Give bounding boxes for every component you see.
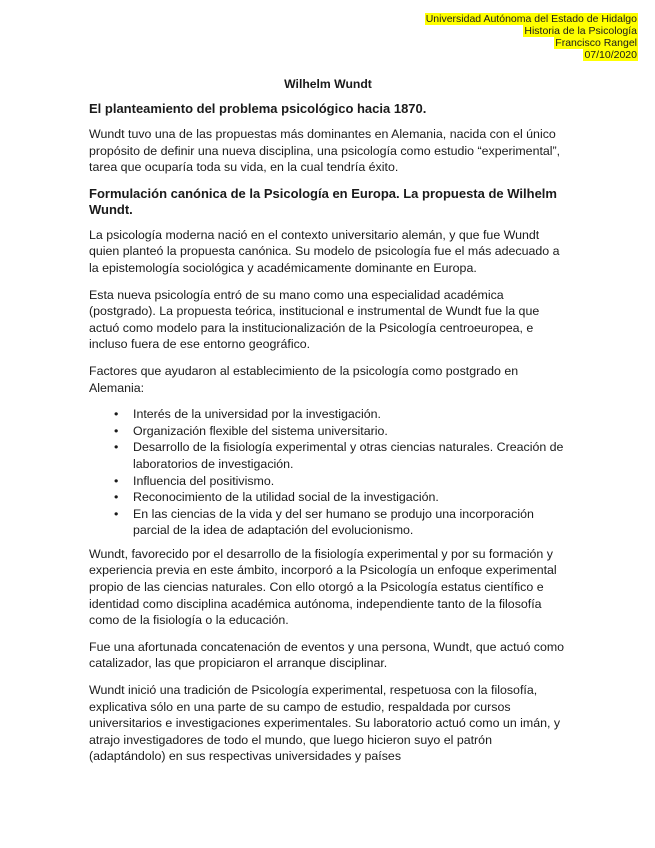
paragraph-tradition: Wundt inició una tradición de Psicología experimental, respetuosa con la filosofía, explicativa sólo en una parte de su campo de estudio, respaldada por cursos universitarios e investigaciones experimentales. Su laboratorio actuó como un imán, y atrajo investigadores de todo el mundo, que luego hicieron suyo el patrón (adaptándolo) en sus respectivas universidades y países (89, 683, 561, 764)
header-university: Universidad Autónoma del Estado de Hidalgo (425, 13, 637, 25)
list-item: • En las ciencias de la vida y del ser humano se produjo una incorporación parcial de la idea de adaptación del evolucionismo. (114, 506, 534, 538)
paragraph-new-psychology: Esta nueva psicología entró de su mano como una especialidad académica (postgrado). La propuesta teórica, institucional e instrumental de Wundt fue la que actuó como modelo para la institucionalización de la Psicología centroeuropea, e incluso fuera de ese entorno geográfico. (89, 287, 540, 352)
header-course: Historia de la Psicología (524, 25, 637, 37)
bullet-icon: • (114, 506, 119, 521)
section-heading-problem: El planteamiento del problema psicológico hacia 1870. (89, 101, 427, 116)
document-body (89, 77, 567, 775)
factors-list (89, 406, 567, 539)
section-heading-formulation: Formulación canónica de la Psicología en Europa. La propuesta de Wilhelm Wundt. (89, 185, 557, 217)
list-item: • Interés de la universidad por la investigación. (114, 407, 381, 422)
bullet-icon: • (114, 407, 119, 422)
header-author: Francisco Rangel (555, 37, 637, 49)
bullet-icon: • (114, 423, 119, 438)
paragraph-intro: Wundt tuvo una de las propuestas más dominantes en Alemania, nacida con el único propósito de definir una nueva disciplina, una psicología como estudio “experimental”, tarea que ocuparía toda su vida, en la cual tendría éxito. (89, 127, 561, 175)
header-date: 07/10/2020 (584, 49, 637, 61)
document-header (425, 13, 638, 61)
bullet-icon: • (114, 473, 119, 488)
list-item: • Desarrollo de la fisiología experimental y otras ciencias naturales. Creación de laboratorios de investigación. (114, 440, 564, 471)
paragraph-concatenation: Fue una afortunada concatenación de eventos y una persona, Wundt, que actuó como catalizador, las que propiciaron el arranque disciplinar. (89, 639, 565, 671)
list-item: • Organización flexible del sistema universitario. (114, 423, 388, 438)
paragraph-factors-intro: Factores que ayudaron al establecimiento de la psicología como postgrado en Alemania: (89, 363, 519, 395)
paragraph-modern-psychology: La psicología moderna nació en el contexto universitario alemán, y que fue Wundt quien planteó la propuesta canónica. Su modelo de psicología fue el más adecuado a la epistemología sociológica y académicamente dominante en Europa. (89, 227, 560, 275)
list-item: • Reconocimiento de la utilidad social de la investigación. (114, 490, 439, 505)
bullet-icon: • (114, 440, 119, 455)
list-item: • Influencia del positivismo. (114, 473, 275, 488)
bullet-icon: • (114, 490, 119, 505)
paragraph-wundt-favored: Wundt, favorecido por el desarrollo de la fisiología experimental y por su formación y experiencia previa en este ámbito, incorporó a la Psicología un enfoque experimental propio de las ciencias naturales. Con ello otorgó a la Psicología estatus científico e identidad como disciplina académica autónoma, independiente tanto de la filosofía como de la fisiología o la educación. (89, 546, 557, 628)
document-title: Wilhelm Wundt (284, 77, 372, 91)
